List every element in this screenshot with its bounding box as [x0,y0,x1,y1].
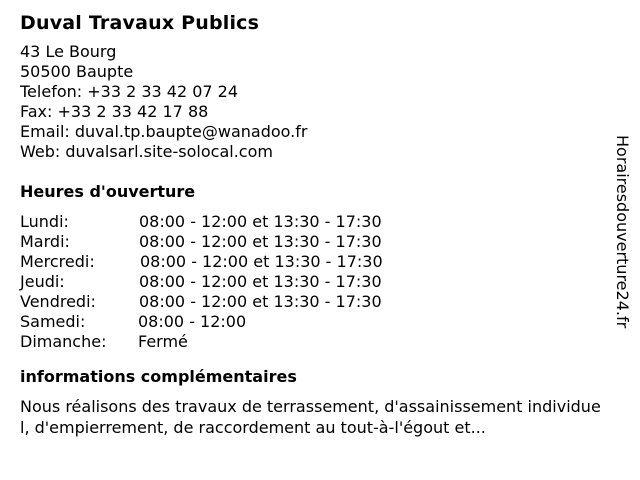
hours-row-monday [20,212,610,232]
hours-day: Dimanche: [20,332,107,351]
additional-info-heading: informations complémentaires [20,367,297,386]
hours-row-friday [20,292,610,312]
address-line-2: 50500 Baupte [20,62,134,81]
email-address: Email: duval.tp.baupte@wanadoo.fr [20,122,308,141]
hours-time: Fermé [138,332,188,351]
hours-time: 08:00 - 12:00 et 13:30 - 17:30 [139,272,382,291]
hours-row-saturday [20,312,610,332]
phone-number: Telefon: +33 2 33 42 07 24 [20,82,239,101]
hours-day: Lundi: [20,212,69,231]
hours-time: 08:00 - 12:00 et 13:30 - 17:30 [139,232,382,251]
hours-row-tuesday [20,232,610,252]
hours-row-sunday [20,332,610,352]
fax-number: Fax: +33 2 33 42 17 88 [20,102,209,121]
hours-time: 08:00 - 12:00 et 13:30 - 17:30 [139,212,382,231]
website: Web: duvalsarl.site-solocal.com [20,142,273,161]
hours-day: Mercredi: [20,252,95,271]
opening-hours-heading: Heures d'ouverture [20,182,196,201]
opening-hours-list [20,212,610,352]
additional-info-text: Nous réalisons des travaux de terrassement, d'assainissement individuel, d'empierrement, de raccordement au tout-à-l'égout et... [20,397,601,437]
hours-day: Samedi: [20,312,86,331]
hours-day: Mardi: [20,232,70,251]
hours-row-wednesday [20,252,610,272]
hours-time: 08:00 - 12:00 et 13:30 - 17:30 [140,252,383,271]
hours-row-thursday [20,272,610,292]
business-card [20,10,610,438]
site-watermark: Horairesdouverture24.fr [613,135,632,329]
hours-time: 08:00 - 12:00 [138,312,247,331]
address-line-1: 43 Le Bourg [20,42,117,61]
hours-day: Jeudi: [20,272,65,291]
hours-day: Vendredi: [20,292,96,311]
business-name: Duval Travaux Publics [20,12,260,34]
hours-time: 08:00 - 12:00 et 13:30 - 17:30 [139,292,382,311]
